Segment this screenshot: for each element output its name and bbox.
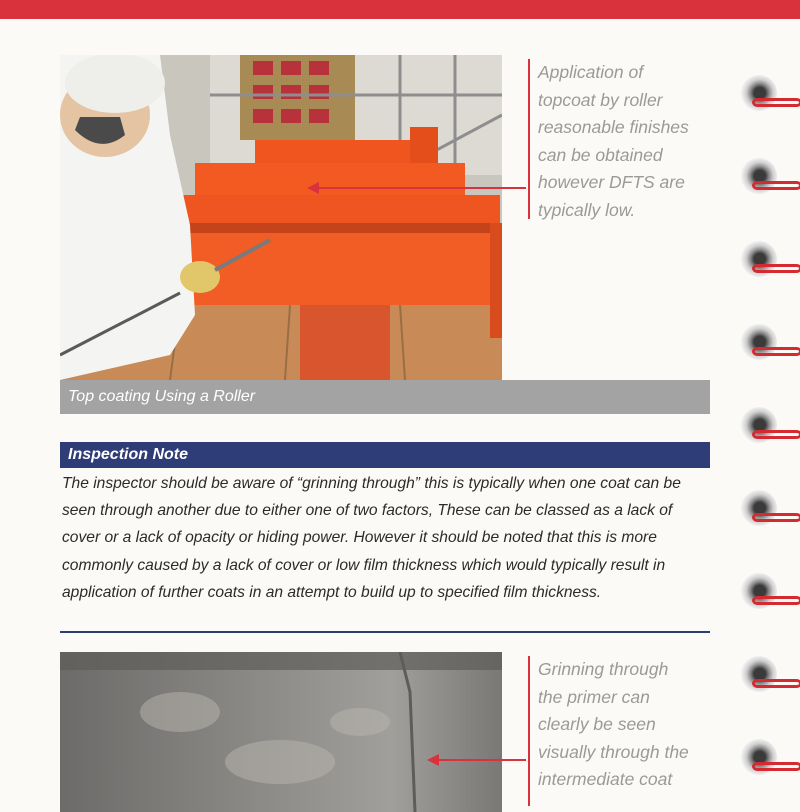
roller-photo-caption: Top coating Using a Roller — [60, 380, 710, 414]
binding-coil — [752, 347, 800, 356]
binding-coil — [752, 513, 800, 522]
inspection-note-header: Inspection Note — [60, 442, 710, 468]
roller-photo-arrowhead — [307, 182, 319, 194]
binding-coil — [752, 430, 800, 439]
binding-coil — [752, 762, 800, 771]
binding-coil — [752, 98, 800, 107]
grinning-photo-pointer-arrow — [438, 759, 526, 761]
inspection-note-divider — [60, 631, 710, 633]
binding-coil — [752, 181, 800, 190]
top-red-band — [0, 0, 800, 19]
roller-photo-side-note: Application of topcoat by roller reasonable finishes can be obtained however DFTS are typically low. — [528, 59, 738, 219]
grinning-photo-side-note: Grinning through the primer can clearly be seen visually through the intermediate coat — [528, 656, 738, 806]
binding-coil — [752, 596, 800, 605]
grinning-photo-arrowhead — [427, 754, 439, 766]
inspection-note-body: The inspector should be aware of “grinning through” this is typically when one coat can be seen through another due to either one of two factors, These can be classed as a lack of cover or a lack of opacity or hiding power. However it should be noted that this is more commonly caused by a lack of cover or low film thickness which would typically result in application of further coats in an attempt to build up to specified film thickness. — [62, 475, 681, 601]
binding-coil — [752, 679, 800, 688]
grinning-through-photo — [60, 652, 502, 812]
roller-photo-pointer-arrow — [318, 187, 526, 189]
binding-coil — [752, 264, 800, 273]
roller-application-photo — [60, 55, 502, 380]
